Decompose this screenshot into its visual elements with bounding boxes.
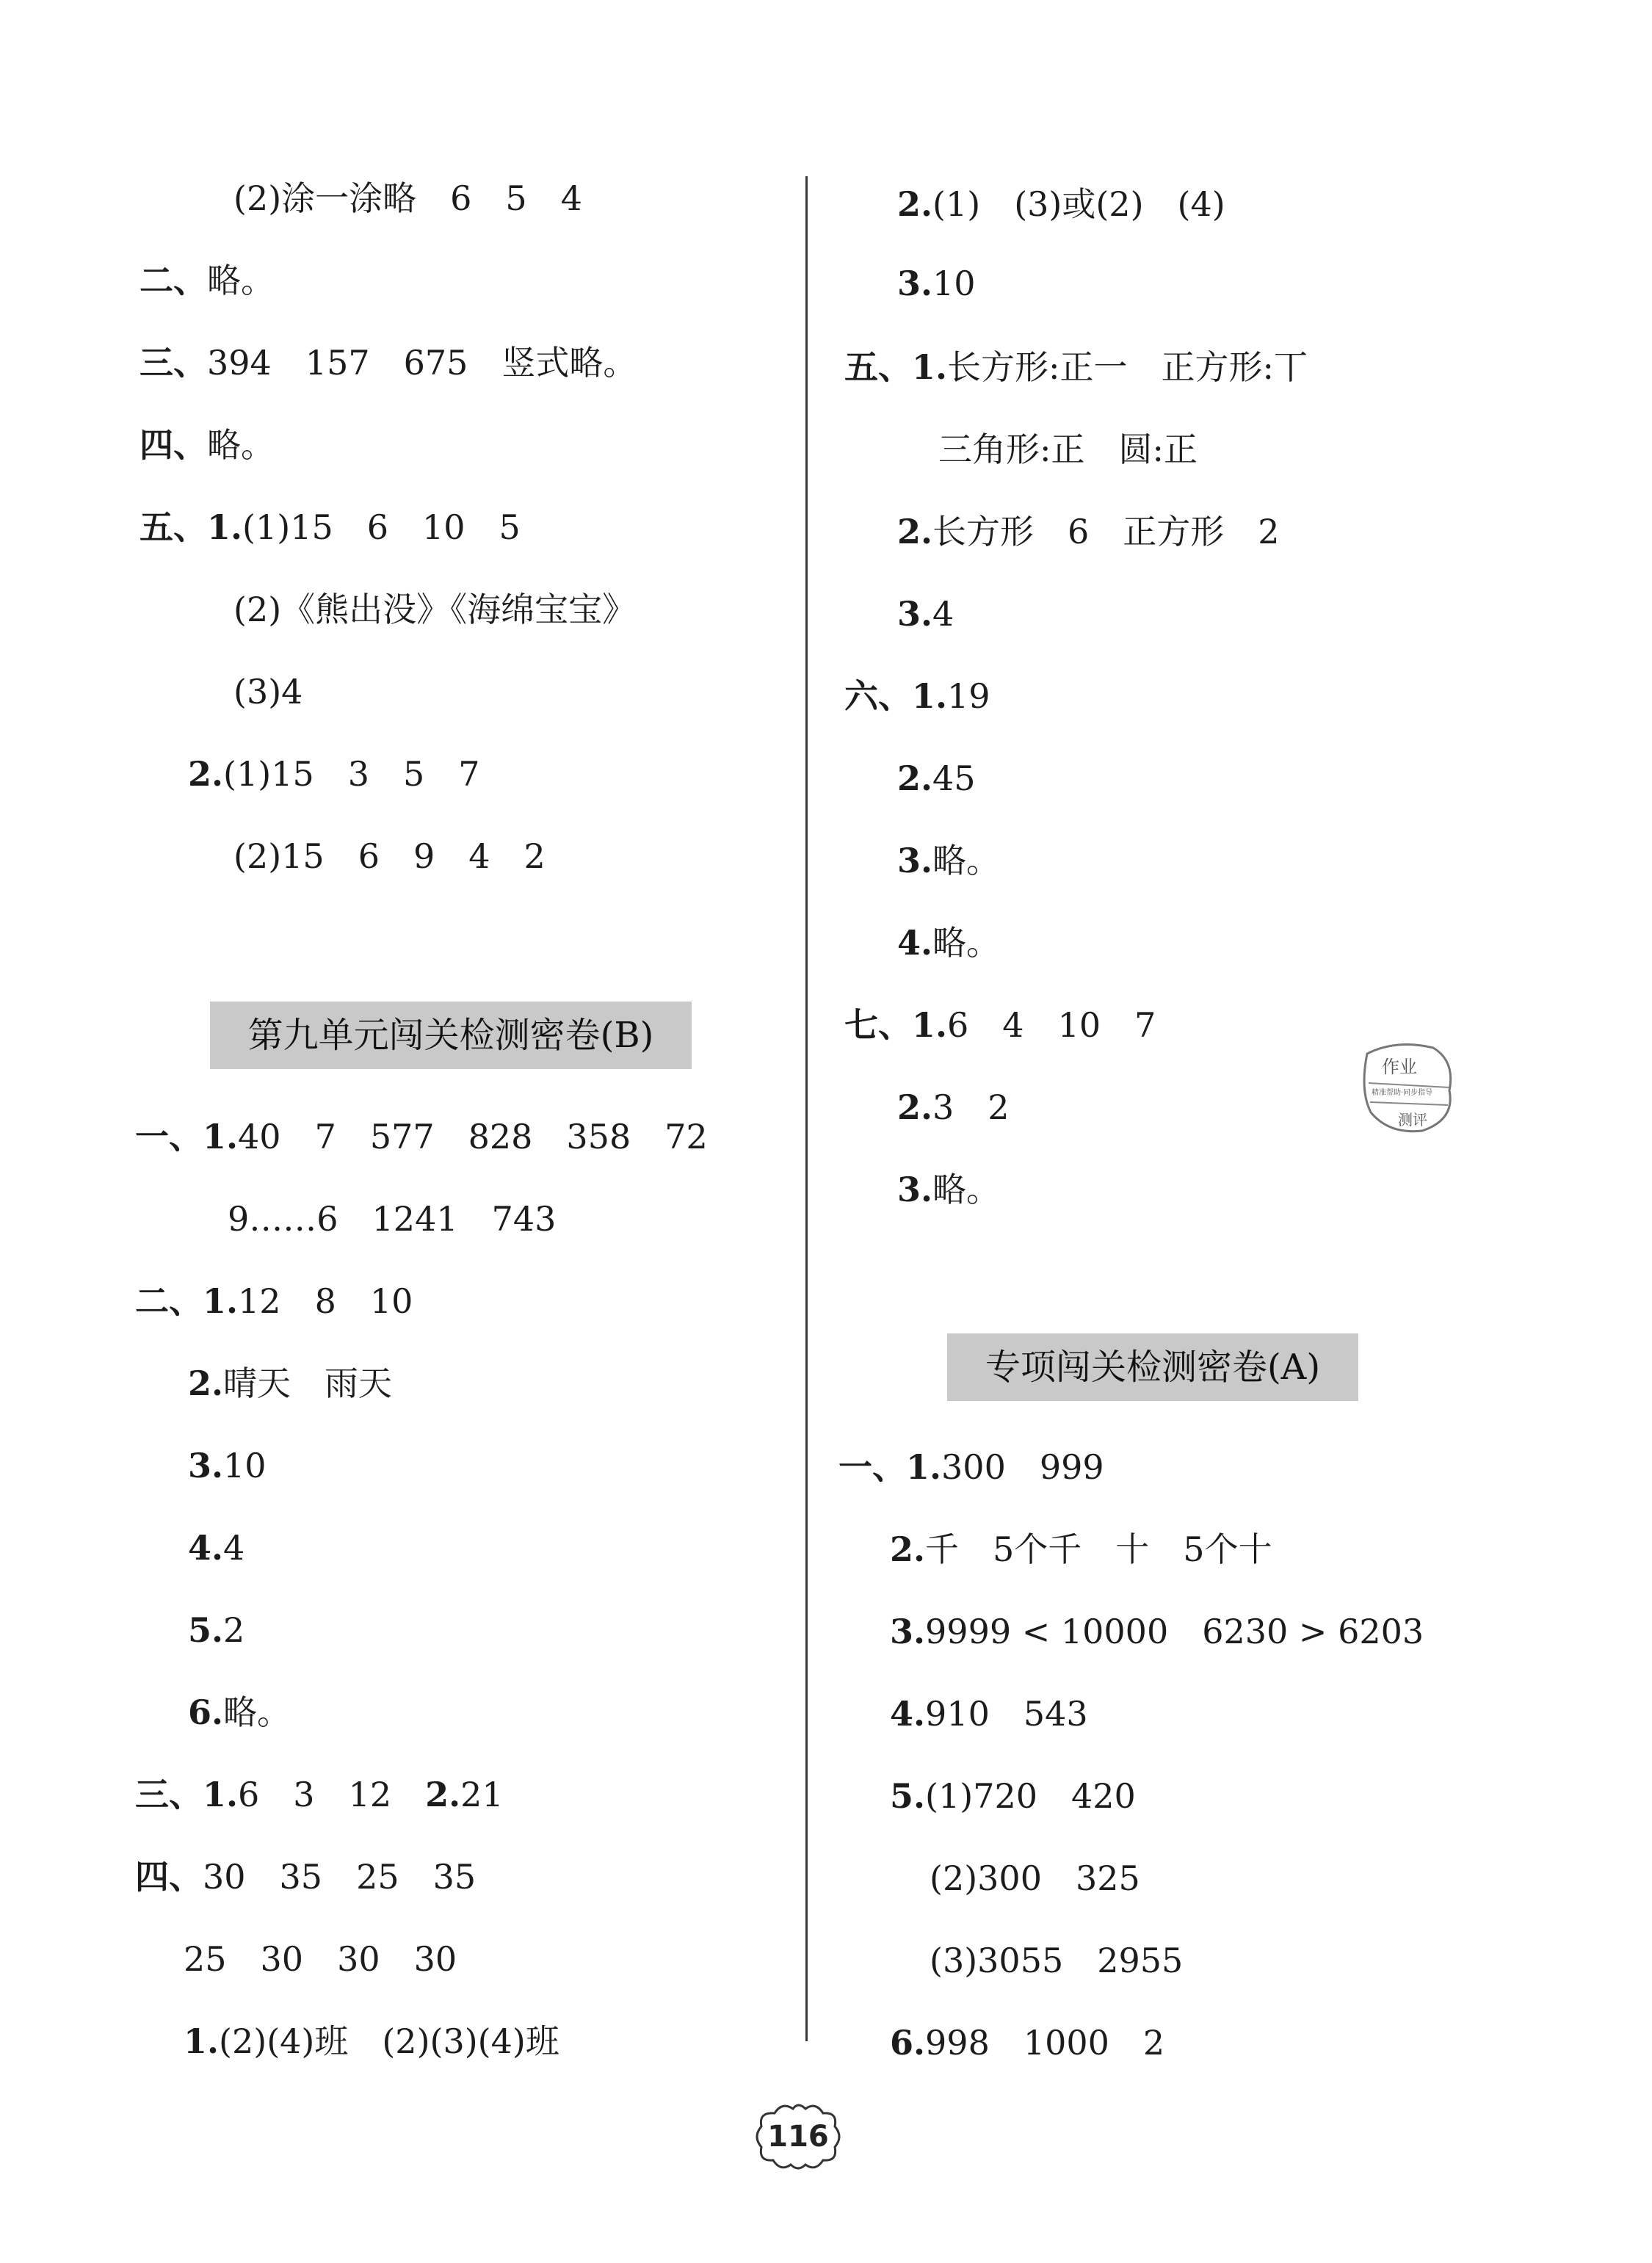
question-marker: 3. (890, 1612, 926, 1651)
question-marker: 一、1. (838, 1447, 942, 1487)
answer-line: 3.10 (188, 1446, 267, 1485)
column-divider (805, 176, 808, 2041)
page-number-text: 116 (767, 2120, 829, 2154)
answer-line: 2.千 5个千 十 5个十 (890, 1529, 1272, 1569)
question-marker: 五、1. (844, 347, 948, 387)
question-marker: 6. (890, 2023, 926, 2063)
question-marker: 2. (897, 184, 933, 224)
question-marker: 2. (897, 1087, 933, 1127)
answer-line: 2.(1) (3)或(2) (4) (897, 184, 1225, 224)
question-marker: 五、1. (140, 507, 243, 547)
answer-line: 4.910 543 (890, 1694, 1088, 1734)
question-marker: 5. (188, 1610, 224, 1650)
answer-line: 3.4 (897, 594, 954, 634)
stamp-text: 作业 (1382, 1057, 1417, 1077)
question-marker: 3. (897, 264, 933, 303)
answer-line: 5.2 (188, 1610, 245, 1650)
answer-line: 三、394 157 675 竖式略。 (140, 343, 637, 383)
answer-line: 一、1.300 999 (838, 1447, 1104, 1487)
question-marker: 2. (897, 512, 933, 551)
answer-line: 四、略。 (140, 425, 275, 465)
question-marker: 3. (897, 594, 933, 634)
question-marker: 4. (188, 1528, 224, 1568)
answer-line: 三角形:正 圆:正 (938, 430, 1198, 469)
stamp-text: 精准帮助·同步指导 (1372, 1089, 1433, 1097)
answer-line: 2.3 2 (897, 1087, 1010, 1127)
answer-line: 4.略。 (897, 923, 1001, 963)
question-marker: 6. (188, 1692, 224, 1732)
answer-line: 9……6 1241 743 (228, 1199, 557, 1239)
question-marker: 四、 (140, 425, 207, 465)
answer-line: 五、1.长方形:正一 正方形:丅 (844, 347, 1308, 387)
section-title: 第九单元闯关检测密卷(B) (210, 1002, 692, 1069)
question-marker: 3. (897, 841, 933, 880)
question-marker: 2. (897, 758, 933, 798)
answer-line: 1.(2)(4)班 (2)(3)(4)班 (184, 2021, 559, 2061)
question-marker: 5. (890, 1776, 926, 1816)
question-marker: 二、 (140, 261, 207, 300)
answer-line: 二、略。 (140, 261, 275, 300)
answer-line: 2.长方形 6 正方形 2 (897, 512, 1280, 551)
answer-line: 2.晴天 雨天 (188, 1364, 393, 1403)
answer-line: 七、1.6 4 10 7 (844, 1005, 1156, 1045)
answer-line: 3.略。 (897, 841, 1001, 880)
question-marker: 2. (890, 1529, 926, 1569)
answer-line: 25 30 30 30 (184, 1939, 457, 1979)
answer-line: 2.45 (897, 758, 976, 798)
answer-line: 5.(1)720 420 (890, 1776, 1136, 1816)
question-marker: 七、1. (844, 1005, 948, 1045)
question-marker: 2. (188, 754, 224, 794)
question-marker: 2. (425, 1775, 461, 1814)
question-marker: 一、1. (135, 1117, 239, 1156)
section-title: 专项闯关检测密卷(A) (947, 1333, 1358, 1401)
answer-line: (2)15 6 9 4 2 (233, 836, 546, 876)
answer-line: 一、1.40 7 577 828 358 72 (135, 1117, 708, 1156)
answer-line: 五、1.(1)15 6 10 5 (140, 507, 521, 547)
answer-line: 3.略。 (897, 1170, 1001, 1209)
answer-line: 四、30 35 25 35 (135, 1857, 477, 1897)
question-marker: 1. (184, 2021, 220, 2061)
answer-line: 3.9999 < 10000 6230 > 6203 (890, 1612, 1424, 1651)
answer-line: 3.10 (897, 264, 976, 303)
stamp-text: 测评 (1398, 1111, 1427, 1129)
question-marker: 3. (897, 1170, 933, 1209)
question-marker: 六、1. (844, 676, 948, 716)
question-marker: 2. (188, 1364, 224, 1403)
question-marker: 二、1. (135, 1281, 239, 1321)
answer-line: (2)300 325 (930, 1858, 1140, 1898)
answer-line: 六、1.19 (844, 676, 990, 716)
question-marker: 3. (188, 1446, 224, 1485)
homework-stamp (1352, 1032, 1463, 1142)
answer-line: 4.4 (188, 1528, 245, 1568)
answer-line: (3)4 (233, 672, 303, 712)
answer-line: 二、1.12 8 10 (135, 1281, 413, 1321)
question-marker: 四、 (135, 1857, 203, 1897)
page-number (753, 2100, 844, 2173)
question-marker: 三、 (140, 343, 207, 383)
question-marker: 4. (897, 923, 933, 963)
answer-line: (3)3055 2955 (930, 1941, 1184, 1980)
answer-line: (2)涂一涂略 6 5 4 (233, 178, 582, 218)
answer-line: 6.998 1000 2 (890, 2023, 1165, 2063)
question-marker: 4. (890, 1694, 926, 1734)
answer-line: 6.略。 (188, 1692, 291, 1732)
question-marker: 三、1. (135, 1775, 239, 1814)
answer-line: 三、1.6 3 12 2.21 (135, 1775, 504, 1814)
answer-line: 2.(1)15 3 5 7 (188, 754, 480, 794)
answer-line: (2)《熊出没》《海绵宝宝》 (233, 590, 637, 629)
